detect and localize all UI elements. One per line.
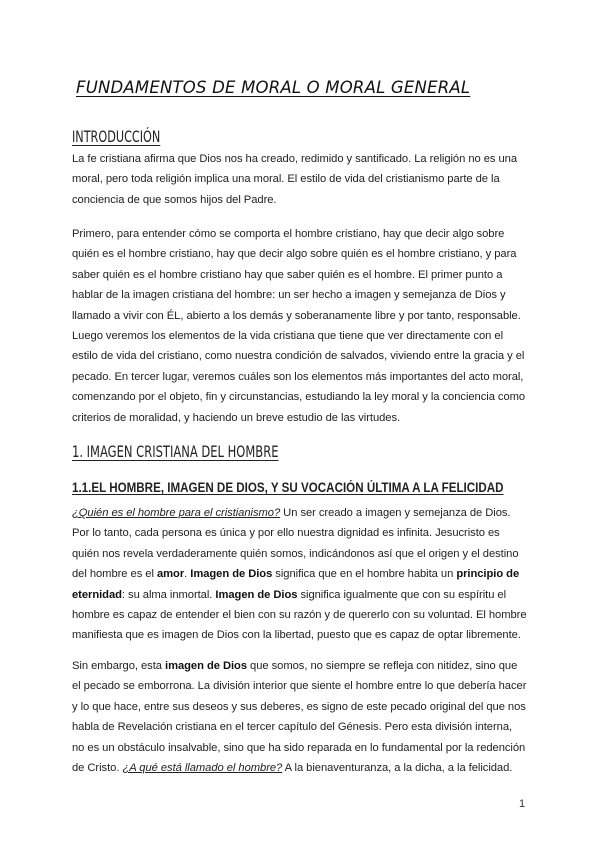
text-line: quién nos revela verdaderamente quién somos, indicándonos así que el origen y el destino xyxy=(72,547,519,560)
text-span: del hombre es el xyxy=(72,568,157,581)
section-1-paragraph-1 xyxy=(72,503,527,646)
text-line: moral, pero toda religión implica una moral. El estilo de vida del cristianismo parte de la xyxy=(72,173,500,186)
intro-heading: INTRODUCCIÓN xyxy=(72,127,161,146)
text-span: significa igualmente que con su espíritu el xyxy=(297,588,507,601)
text-span: de Cristo. xyxy=(72,762,123,775)
text-line: el pecado se emborrona. La división interior que siente el hombre entre lo que debería hacer xyxy=(72,680,527,693)
bold-term: Imagen de Dios xyxy=(215,588,298,601)
text-line: Luego veremos los elementos de la vida cristiana que tiene que ver directamente con el xyxy=(72,330,504,343)
text-span: Sin embargo, esta xyxy=(72,660,166,672)
text-line: estilo de vida del cristiano, como nuestra condición de salvados, viviendo entre la gracia y el xyxy=(72,350,525,363)
text-line: quién es el hombre cristiano, hay que decir algo sobre quién es el hombre cristiano, y para xyxy=(72,248,517,261)
text-line: conciencia de que somos hijos del Padre. xyxy=(72,193,277,206)
bold-term: principio de xyxy=(456,568,520,581)
bold-term: imagen de Dios xyxy=(165,660,247,672)
text-span: : su alma inmortal. xyxy=(121,588,216,601)
text-line xyxy=(72,564,527,584)
document-title: FUNDAMENTOS DE MORAL O MORAL GENERAL xyxy=(76,78,471,97)
text-line: no es un obstáculo insalvable, sino que ha sido reparada en lo fundamental por la redención xyxy=(72,741,526,754)
bold-term: Imagen de Dios xyxy=(190,568,273,581)
text-span: . xyxy=(184,568,191,581)
text-line: La fe cristiana afirma que Dios nos ha creado, redimido y santificado. La religión no es una xyxy=(72,153,518,165)
text-line: saber quién es el hombre cristiano hay que saber quién es el hombre. El primer punto a xyxy=(72,268,503,281)
section-1-paragraph-2 xyxy=(72,656,526,778)
text-line: Primero, para entender cómo se comporta el hombre cristiano, hay que decir algo sobre xyxy=(72,228,505,240)
text-line: habla de Revelación cristiana en el tercer capítulo del Génesis. Pero esta división interna, xyxy=(72,721,513,734)
text-line: criterios de moralidad, y haciendo un breve estudio de las virtudes. xyxy=(72,411,401,424)
text-line xyxy=(72,656,526,676)
question-text: ¿A qué está llamado el hombre? xyxy=(122,762,283,775)
intro-paragraph-1 xyxy=(72,149,517,210)
section-1-1-heading: 1.1.EL HOMBRE, IMAGEN DE DIOS, Y SU VOCACIÓN ÚLTIMA A LA FELICIDAD xyxy=(72,480,504,495)
text-line: comenzando por el objeto, fin y circunstancias, estudiando la ley moral y la conciencia como xyxy=(72,391,526,404)
text-line: manifiesta que es imagen de Dios con la libertad, puesto que es capaz de optar libremente. xyxy=(72,629,521,642)
text-line: hablar de la imagen cristiana del hombre: un ser hecho a imagen y semejanza de Dios y xyxy=(72,289,506,302)
text-line xyxy=(72,585,527,605)
text-line: hombre es capaz de entender el bien con su razón y de quererlo con su voluntad. El hombre xyxy=(72,609,527,622)
text-line: llamado a vivir con ÉL, abierto a los demás y soberanamente libre y por tanto, responsable. xyxy=(72,309,521,322)
bold-term: amor xyxy=(156,568,185,581)
text-span: Un ser creado a imagen y semejanza de Dios. xyxy=(280,507,511,519)
text-span: que somos, no siempre se refleja con nitidez, sino que xyxy=(247,660,518,672)
bold-term: eternidad xyxy=(72,588,122,601)
text-line xyxy=(72,503,527,523)
text-line: pecado. En tercer lugar, veremos cuáles son los elementos más importantes del acto moral, xyxy=(72,370,524,383)
text-line: Por lo tanto, cada persona es única y por ello nuestra dignidad es infinita. Jesucristo es xyxy=(72,527,500,540)
text-line: y lo que hace, entre sus deseos y sus deberes, es signo de este pecado original del que nos xyxy=(72,700,526,713)
text-span: significa que en el hombre habita un xyxy=(272,568,457,581)
section-1-heading: 1. IMAGEN CRISTIANA DEL HOMBRE xyxy=(72,442,279,461)
page-number: 1 xyxy=(519,798,526,810)
text-line xyxy=(72,758,526,778)
text-span: A la bienaventuranza, a la dicha, a la felicidad. xyxy=(282,762,513,775)
intro-paragraph-2 xyxy=(72,224,525,428)
question-text: ¿Quién es el hombre para el cristianismo? xyxy=(72,507,281,519)
